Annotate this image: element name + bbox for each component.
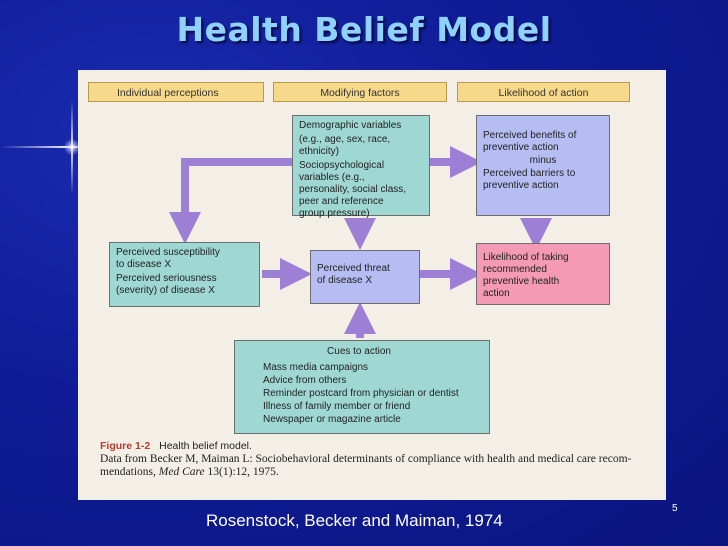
demographic-line: Demographic variables bbox=[299, 120, 402, 131]
citation-pre: mendations, bbox=[100, 466, 159, 478]
susceptibility-line: Perceived susceptibility bbox=[116, 247, 220, 258]
header-likelihood-of-action: Likelihood of action bbox=[457, 82, 630, 102]
benefits-line: Perceived barriers to bbox=[483, 168, 576, 179]
citation-journal: Med Care bbox=[158, 466, 205, 478]
demographic-line: Sociopsychological bbox=[299, 160, 385, 171]
susceptibility-line: Perceived seriousness bbox=[116, 273, 217, 284]
likelihood-line: Likelihood of taking bbox=[483, 252, 569, 263]
source-citation: Rosenstock, Becker and Maiman, 1974 bbox=[206, 511, 503, 530]
header-individual-perceptions: Individual perceptions bbox=[88, 82, 264, 102]
demographic-line: group pressure) bbox=[299, 208, 370, 219]
arrow-demographic-to-susceptibility bbox=[185, 162, 292, 228]
benefits-minus: minus bbox=[529, 155, 557, 166]
benefits-line: preventive action bbox=[483, 142, 559, 153]
susceptibility-line: (severity) of disease X bbox=[116, 285, 215, 296]
figure-title: Health belief model. bbox=[159, 440, 252, 452]
demographic-line: (e.g., age, sex, race, bbox=[299, 134, 391, 145]
demographic-line: personality, social class, bbox=[299, 184, 407, 195]
citation-line: Data from Becker M, Maiman L: Sociobehavioral determinants of compliance with health and medical care recom- bbox=[100, 453, 632, 465]
likelihood-line: action bbox=[483, 288, 510, 299]
citation-line-2 bbox=[100, 466, 660, 479]
likelihood-line: recommended bbox=[483, 264, 547, 275]
demographic-line: ethnicity) bbox=[299, 146, 340, 157]
cues-item: Newspaper or magazine article bbox=[263, 414, 401, 425]
page-number: 5 bbox=[672, 503, 678, 514]
likelihood-of-action-box bbox=[476, 243, 610, 305]
threat-line: of disease X bbox=[317, 275, 373, 286]
figure-caption bbox=[100, 440, 660, 479]
benefits-line: preventive action bbox=[483, 180, 559, 191]
cues-item: Mass media campaigns bbox=[263, 362, 369, 373]
demographic-line: variables (e.g., bbox=[299, 172, 365, 183]
perceived-threat-box bbox=[310, 250, 420, 304]
benefits-line: Perceived benefits of bbox=[483, 130, 577, 141]
cues-title: Cues to action bbox=[327, 346, 391, 357]
slide-title: Health Belief Model bbox=[176, 10, 552, 49]
header-modifying-factors: Modifying factors bbox=[273, 82, 447, 102]
cues-item: Illness of family member or friend bbox=[263, 401, 411, 412]
susceptibility-line: to disease X bbox=[116, 259, 172, 270]
cues-item: Advice from others bbox=[263, 375, 347, 386]
figure-panel bbox=[78, 70, 666, 500]
threat-line: Perceived threat bbox=[317, 263, 390, 274]
citation-post: 13(1):12, 1975. bbox=[204, 466, 279, 478]
cues-to-action-box bbox=[234, 340, 490, 434]
cues-item: Reminder postcard from physician or dentist bbox=[263, 388, 459, 399]
demographic-variables-box bbox=[292, 115, 430, 219]
perceived-benefits-box bbox=[476, 115, 610, 216]
demographic-line: peer and reference bbox=[299, 196, 384, 207]
perceived-susceptibility-box bbox=[109, 242, 260, 307]
likelihood-line: preventive health bbox=[483, 276, 560, 287]
figure-number: Figure 1-2 bbox=[100, 440, 151, 452]
